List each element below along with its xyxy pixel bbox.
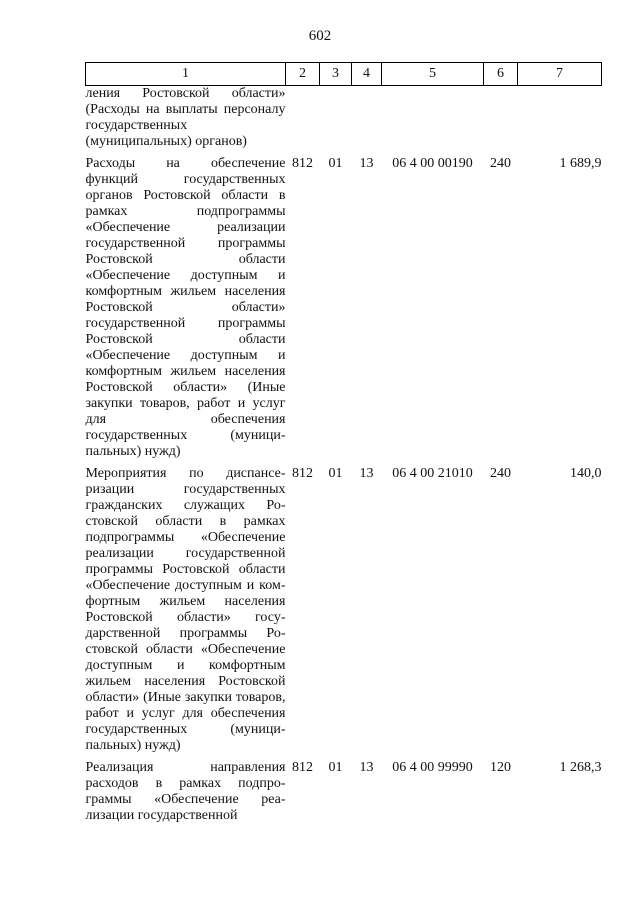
row-target-article: 06 4 00 99990 bbox=[392, 760, 473, 775]
row-expense-type: 240 bbox=[490, 156, 511, 171]
row-amount: 1 268,3 bbox=[559, 760, 602, 775]
row-expense-type: 240 bbox=[490, 466, 511, 481]
table-row bbox=[86, 150, 602, 460]
row-ministry-code bbox=[286, 86, 320, 151]
row-target-article bbox=[382, 86, 484, 151]
row-description: Расходы на обеспечение функций государственных органов Ростовской области в рамках подпрограммы «Обеспечение реализации государственной программы Ростовской области «Обеспечение доступным и комфортным жильем населения Ростовской области» государственной программы Ростовской области «Обеспечение доступным и комфортным жильем населения Ростовской области» (Иные закупки товаров, работ и услуг для обеспечения государственных (муниципальных) нужд) bbox=[85, 156, 286, 459]
row-subsection-code bbox=[352, 86, 382, 151]
table-header-row bbox=[86, 63, 602, 86]
row-amount: 1 689,9 bbox=[559, 156, 602, 171]
table-row bbox=[86, 460, 602, 754]
row-description: ления Ростовской области» (Расходы на выплаты персоналу государственных (муниципальных) органов) bbox=[85, 86, 286, 149]
row-description: Мероприятия по диспансеризации государственных гражданских служащих Ростовской области в рамках подпрограммы «Обеспечение реализации государственной программы Ростовской области «Обеспечение доступным и комфортным жильем населения Ростовской области» государственной программы Ростовской области «Обеспечение доступным и комфортным жильем населения Ростовской области» (Иные закупки товаров, работ и услуг для обеспечения государственных (муниципальных) нужд) bbox=[85, 466, 286, 753]
row-description: Реализация направления расходов в рамках подпрограммы «Обеспечение реализации государственной bbox=[85, 760, 286, 823]
column-header-2: 2 bbox=[286, 63, 320, 86]
row-expense-type bbox=[484, 86, 518, 151]
row-target-article: 06 4 00 21010 bbox=[392, 466, 473, 481]
row-target-article: 06 4 00 00190 bbox=[392, 156, 473, 171]
row-section-code bbox=[320, 86, 352, 151]
row-section-code: 01 bbox=[328, 466, 343, 481]
column-header-4: 4 bbox=[352, 63, 382, 86]
column-header-6: 6 bbox=[484, 63, 518, 86]
row-ministry-code: 812 bbox=[292, 156, 313, 171]
table-row bbox=[86, 86, 602, 151]
column-header-5: 5 bbox=[382, 63, 484, 86]
column-header-7: 7 bbox=[518, 63, 602, 86]
column-header-3: 3 bbox=[320, 63, 352, 86]
row-subsection-code: 13 bbox=[359, 156, 374, 171]
row-amount: 140,0 bbox=[570, 466, 602, 481]
row-ministry-code: 812 bbox=[292, 466, 313, 481]
row-ministry-code: 812 bbox=[292, 760, 313, 775]
row-expense-type: 120 bbox=[490, 760, 511, 775]
page-number: 602 bbox=[308, 28, 332, 44]
table-row bbox=[86, 754, 602, 824]
budget-table bbox=[85, 62, 602, 824]
row-section-code: 01 bbox=[328, 156, 343, 171]
row-section-code: 01 bbox=[328, 760, 343, 775]
row-amount bbox=[518, 86, 602, 151]
row-subsection-code: 13 bbox=[359, 466, 374, 481]
row-subsection-code: 13 bbox=[359, 760, 374, 775]
column-header-1: 1 bbox=[86, 63, 286, 86]
